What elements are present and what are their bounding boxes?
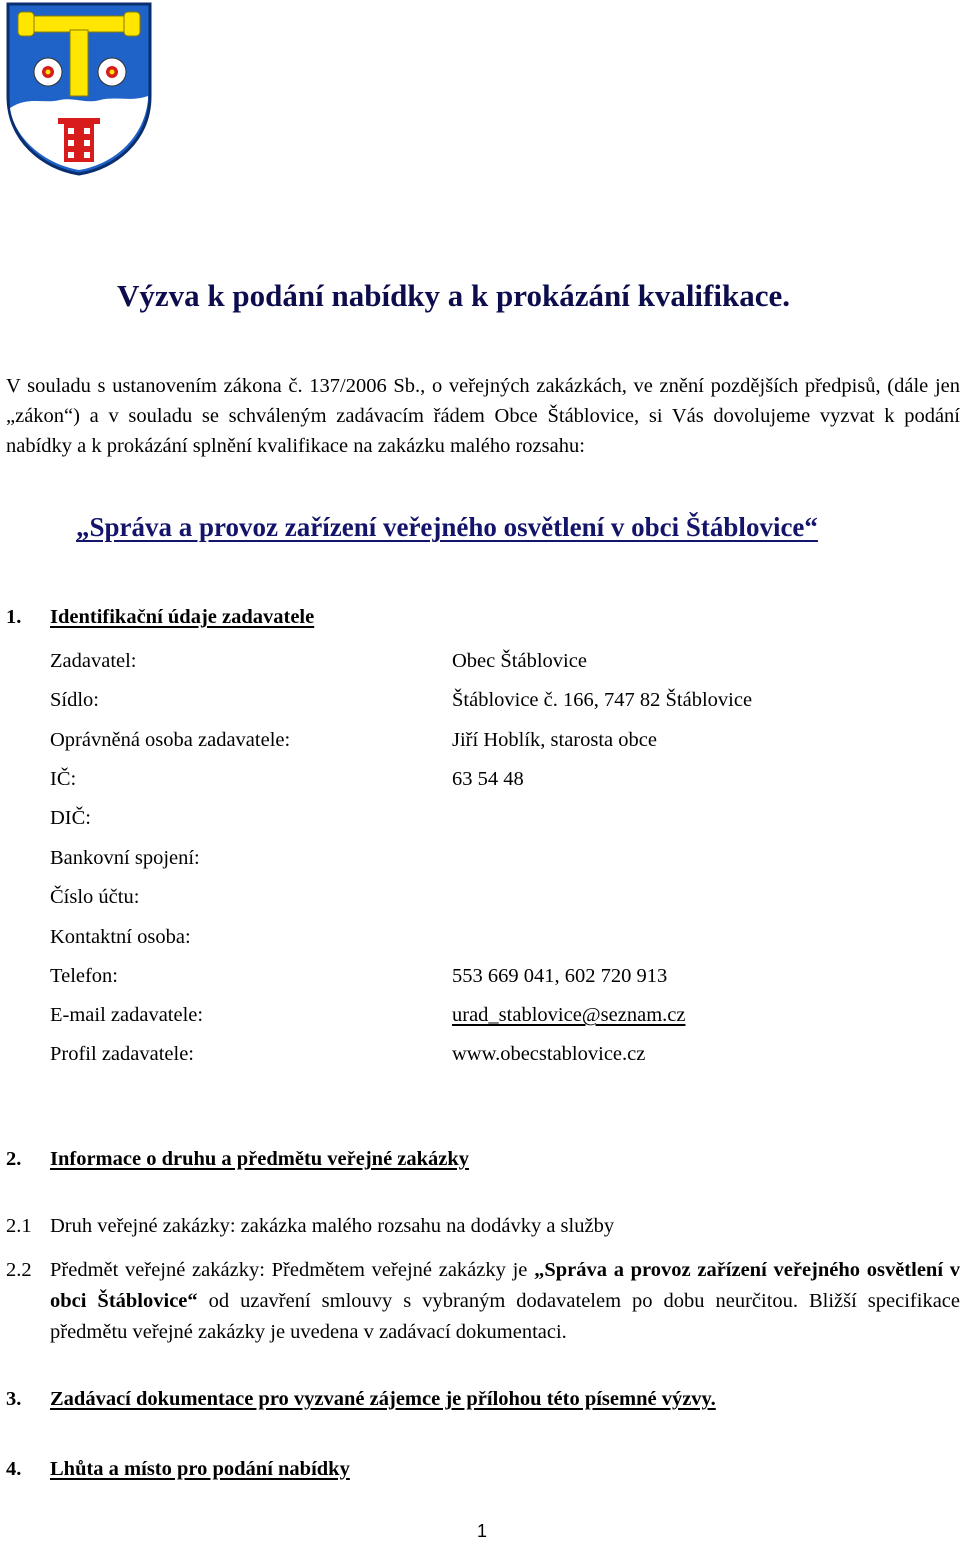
- label-contracting-authority: Zadavatel:: [50, 650, 137, 672]
- value-authorized-person: Jiří Hoblík, starosta obce: [452, 729, 657, 751]
- item-2-2-paragraph: [50, 1255, 960, 1348]
- section-1-number: 1.: [6, 606, 22, 628]
- value-phone: 553 669 041, 602 720 913: [452, 965, 668, 987]
- email-link[interactable]: urad_stablovice@seznam.cz: [452, 1004, 686, 1026]
- section-4-title: Lhůta a místo pro podání nabídky: [50, 1458, 350, 1480]
- page-number: 1: [477, 1521, 488, 1541]
- value-profile-url: www.obecstablovice.cz: [452, 1043, 646, 1065]
- value-seat: Štáblovice č. 166, 747 82 Štáblovice: [452, 689, 753, 711]
- item-2-2-number: 2.2: [6, 1259, 32, 1281]
- section-2-title: Informace o druhu a předmětu veřejné zakázky: [50, 1148, 470, 1170]
- label-email: E-mail zadavatele:: [50, 1004, 204, 1026]
- item-2-2-contract-name: „Správa a provoz zařízení veřejného osvětlení v obci Štáblovice“: [50, 1259, 960, 1312]
- section-1-title: Identifikační údaje zadavatele: [50, 606, 315, 628]
- section-4-number: 4.: [6, 1458, 22, 1480]
- section-3-number: 3.: [6, 1388, 22, 1410]
- value-contracting-authority: Obec Štáblovice: [452, 650, 587, 672]
- contract-name: „Správa a provoz zařízení veřejného osvětlení v obci Štáblovice“: [76, 512, 818, 542]
- item-2-2-prefix: Předmět veřejné zakázky: Předmětem veřejné zakázky je: [50, 1259, 535, 1281]
- label-profile: Profil zadavatele:: [50, 1043, 195, 1065]
- document-title: Výzva k podání nabídky a k prokázání kvalifikace.: [117, 278, 790, 313]
- item-2-2-suffix: od uzavření smlouvy s vybraným dodavatelem po dobu neurčitou. Bližší specifikace předmětu veřejné zakázky je uvedena v zadávací dokumentaci.: [50, 1290, 960, 1343]
- item-2-1-number: 2.1: [6, 1215, 32, 1237]
- label-dic: DIČ:: [50, 807, 91, 829]
- label-bank: Bankovní spojení:: [50, 847, 200, 869]
- label-account-number: Číslo účtu:: [50, 886, 140, 908]
- label-seat: Sídlo:: [50, 689, 99, 711]
- section-3-title: Zadávací dokumentace pro vyzvané zájemce je přílohou této písemné výzvy.: [50, 1388, 716, 1410]
- label-ic: IČ:: [50, 768, 77, 790]
- section-2-number: 2.: [6, 1148, 22, 1170]
- intro-paragraph: V souladu s ustanovením zákona č. 137/2006 Sb., o veřejných zakázkách, ve znění pozdějších předpisů, (dále jen „zákon“) a v souladu se schváleným zadávacím řádem Obce Štáblovice, si Vás dovolujeme vyzvat k podání nabídky a k prokázání splnění kvalifikace na zakázku malého rozsahu:: [6, 375, 960, 457]
- coat-of-arms-icon: [4, 0, 154, 176]
- label-contact-person: Kontaktní osoba:: [50, 926, 191, 948]
- label-authorized-person: Oprávněná osoba zadavatele:: [50, 729, 291, 751]
- label-phone: Telefon:: [50, 965, 119, 987]
- item-2-1-text: Druh veřejné zakázky: zakázka malého rozsahu na dodávky a služby: [50, 1215, 615, 1237]
- value-ic: 63 54 48: [452, 768, 524, 790]
